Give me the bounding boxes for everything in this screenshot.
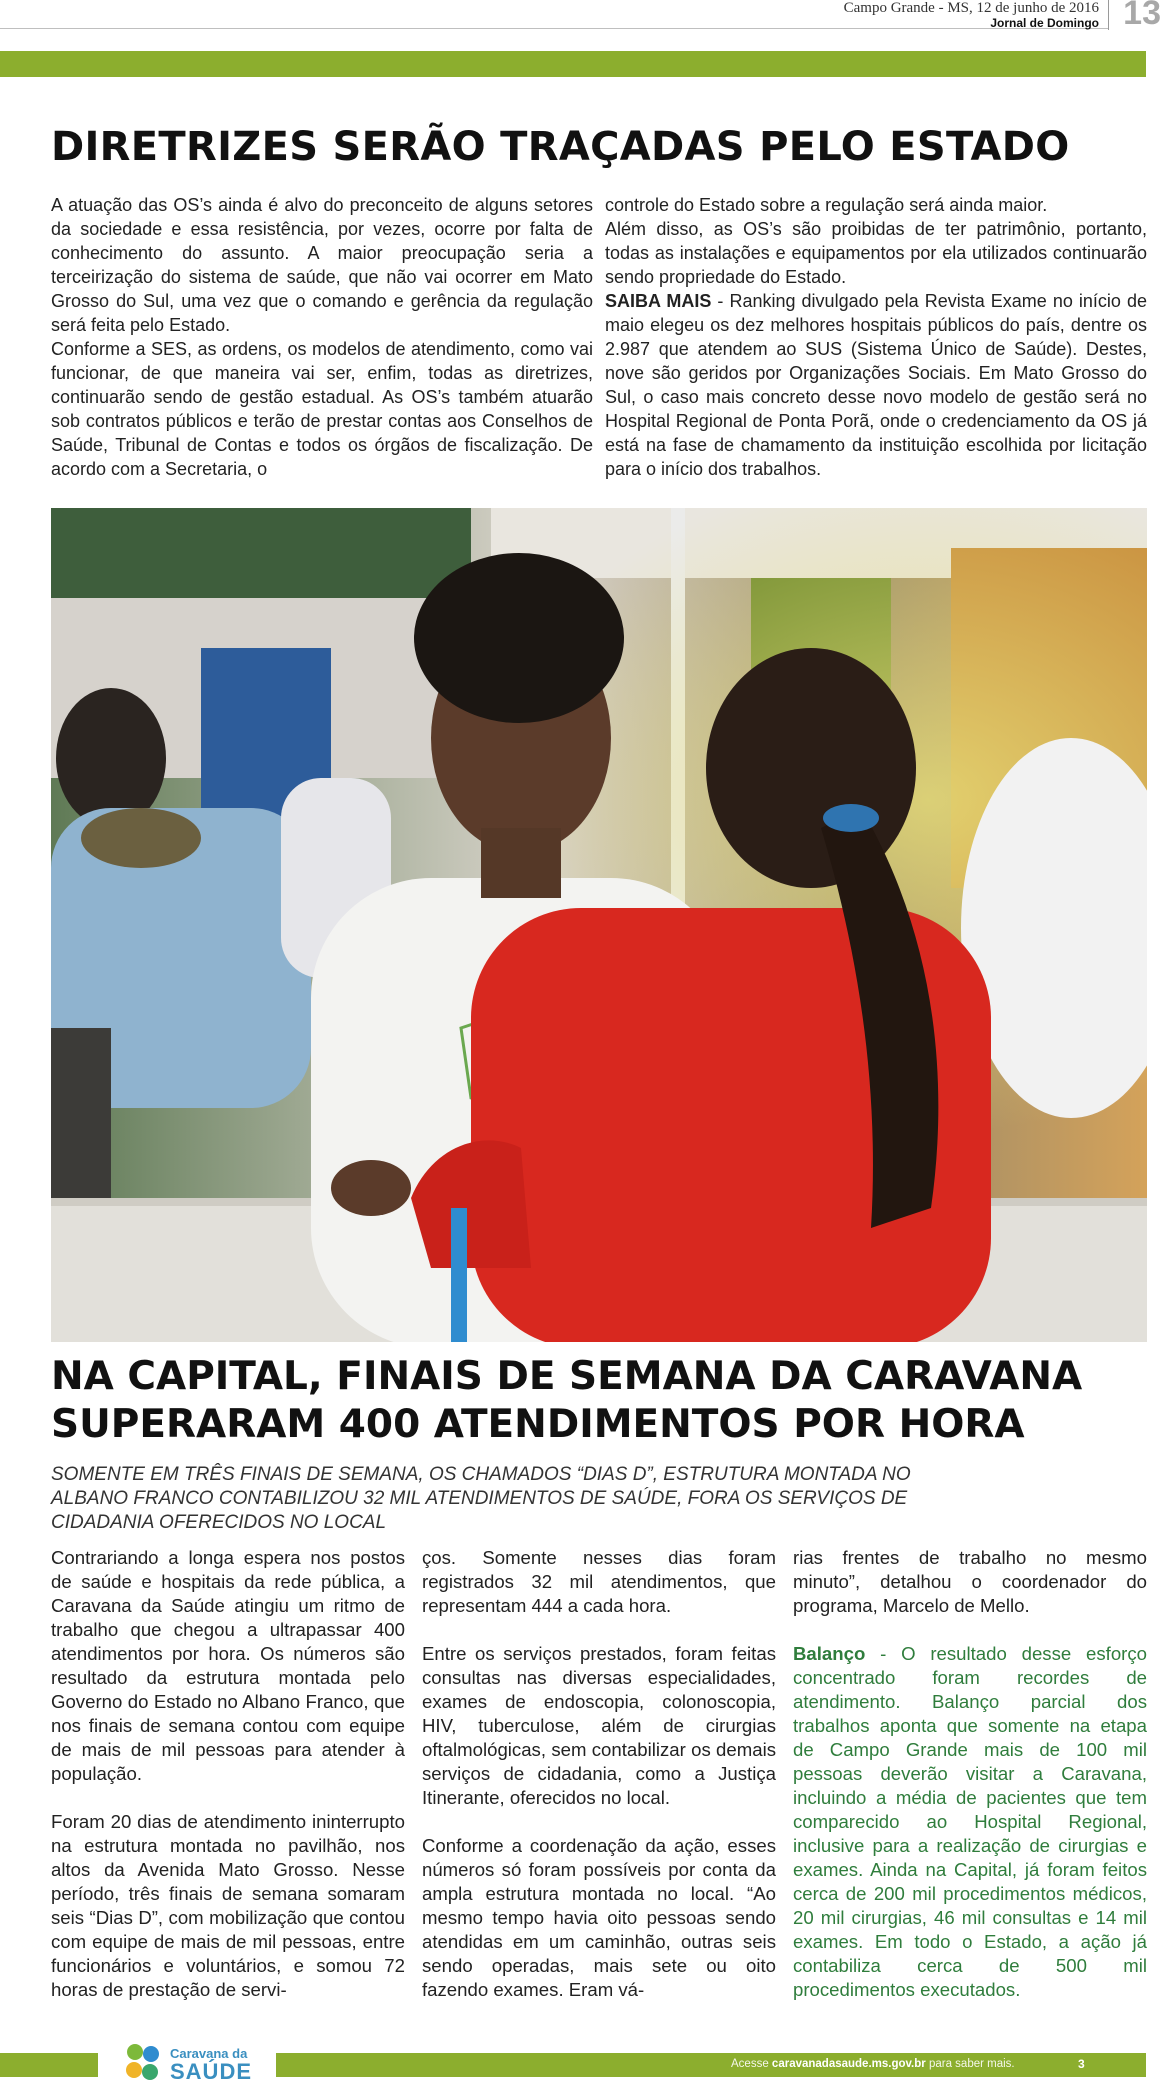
article1-paragraph: Além disso, as OS’s são proibidas de ter patrimônio, portanto, todas as instalações e equipamentos por ela utilizados continuarão sendo propriedade do Estado.	[605, 219, 1147, 287]
article2-headline-line1: NA CAPITAL, FINAIS DE SEMANA DA CARAVANA	[51, 1354, 1083, 1399]
masthead	[0, 0, 1169, 50]
article1-paragraph	[605, 289, 1147, 481]
caravana-logo-icon	[120, 2040, 166, 2084]
logo-line1: Caravana da	[170, 2046, 248, 2061]
article2-headline-line2: SUPERARAM 400 ATENDIMENTOS POR HORA	[51, 1402, 1025, 1447]
article2-paragraph: Conforme a coordenação da ação, esses números só foram possíveis por conta da ampla estrutura montada no local. “Ao mesmo tempo havia oito pessoas sendo atendidas em um caminhão, outras seis sendo operadas, mais sete ou oito fazendo exames. Eram vá-	[422, 1835, 776, 2000]
article-photo	[51, 508, 1147, 1342]
article1-paragraph: controle do Estado sobre a regulação será ainda maior.	[605, 195, 1048, 215]
article2-paragraph: Foram 20 dias de atendimento ininterrupto na estrutura montada no pavilhão, nos altos da Avenida Mato Grosso. Nesse período, três finais de semana somaram seis “Dias D”, com mobilização que contou com equipe de mais de mil pessoas, entre funcionários e voluntários, e somou 72 horas de prestação de servi-	[51, 1811, 405, 2000]
article1-paragraph: Conforme a SES, as ordens, os modelos de atendimento, como vai funcionar, de que maneira vai ser, enfim, todas as diretrizes, continuarão sendo de gestão estadual. As OS’s também atuarão sob contratos públicos e terão de prestar contas aos Conselhos de Saúde, Tribunal de Contas e todos os órgãos de fiscalização. De acordo com a Secretaria, o	[51, 339, 593, 479]
footer-note-post: para saber mais.	[925, 2058, 1015, 2070]
article2-paragraph: Contrariando a longa espera nos postos de saúde e hospitais da rede pública, a Caravana da Saúde atingiu um ritmo de trabalho que chegou a ultrapassar 400 atendimentos por hora. Os números são resultado da estrutura montada pelo Governo do Estado no Albano Franco, que nos finais de semana contou com equipe de mais de mil pessoas para atender à população.	[51, 1547, 405, 1784]
top-accent-bar	[0, 51, 1146, 77]
article2-column-2	[422, 1546, 776, 2026]
footer-bar-right	[276, 2053, 1146, 2077]
article2-body	[51, 1546, 1147, 2026]
article1-column-1	[51, 193, 593, 481]
header-separator	[1108, 0, 1109, 30]
balanco-lead: Balanço	[793, 1643, 866, 1664]
article2-paragraph: ços. Somente nesses dias foram registrados 32 mil atendimentos, que representam 444 a cada hora.	[422, 1547, 776, 1616]
article1-paragraph: A atuação das OS’s ainda é alvo do preconceito de alguns setores da sociedade e essa resistência, por vezes, ocorre por falta de conhecimento do assunto. A maior preocupação seria a terceirização do sistema de saúde, que não vai ocorrer em Mato Grosso do Sul, uma vez que o comando e gerência da regulação será feita pelo Estado.	[51, 195, 593, 335]
article2-deck: SOMENTE EM TRÊS FINAIS DE SEMANA, OS CHAMADOS “DIAS D”, ESTRUTURA MONTADA NO ALBANO FRANCO CONTABILIZOU 32 MIL ATENDIMENTOS DE SAÚDE, FORA OS SERVIÇOS DE CIDADANIA OFERECIDOS NO LOCAL	[51, 1464, 911, 1533]
article1-column-2	[605, 193, 1147, 481]
photo-illustration	[51, 508, 1147, 1342]
page-number: 13	[1123, 0, 1161, 32]
footer-note	[731, 2058, 1015, 2070]
footer-page-number: 3	[1078, 2057, 1085, 2071]
article2-column-1	[51, 1546, 405, 2026]
article1-headline: DIRETRIZES SERÃO TRAÇADAS PELO ESTADO	[51, 124, 1070, 170]
header-rule	[0, 28, 1109, 29]
article2-paragraph: Entre os serviços prestados, foram feitas consultas nas diversas especialidades, exames de endoscopia, colonoscopia, HIV, tuberculose, além de cirurgias oftalmológicas, sem contabilizar os demais serviços de cidadania, como a Justiça Itinerante, oferecidos no local.	[422, 1643, 776, 1808]
saiba-mais-text: - Ranking divulgado pela Revista Exame no início de maio elegeu os dez melhores hospitais públicos do país, dentre os 2.987 que atendem ao SUS (Sistema Único de Saúde). Destes, nove são geridos por Organizações Sociais. Em Mato Grosso do Sul, o caso mais concreto desse novo modelo de gestão será no Hospital Regional de Ponta Porã, onde o credenciamento da OS já está na fase de chamamento da instituição escolhida por licitação para o início dos trabalhos.	[605, 291, 1147, 479]
footer-link[interactable]: caravanadasaude.ms.gov.br	[771, 2058, 926, 2070]
article2-headline	[51, 1353, 1147, 1449]
logo-line2: SAÚDE	[170, 2059, 253, 2084]
newspaper-name: Jornal de Domingo	[990, 16, 1099, 30]
caravana-logo	[120, 2040, 270, 2087]
footer-bar-left	[0, 2053, 98, 2077]
article2-column-3	[793, 1546, 1147, 2026]
balanco-text: - O resultado desse esforço concentrado foram recordes de atendimento. Balanço parcial dos trabalhos aponta que somente na etapa de Campo Grande mais de 100 mil pessoas deverão visitar a Caravana, incluindo a média de pacientes que tem comparecido ao Hospital Regional, inclusive para a realização de cirurgias e exames. Ainda na Capital, já foram feitos cerca de 200 mil procedimentos médicos, 20 mil cirurgias, 46 mil consultas e 14 mil exames. Em todo o Estado, a ação já contabiliza cerca de 500 mil procedimentos executados.	[793, 1643, 1147, 2000]
balanco-paragraph	[793, 1642, 1147, 2002]
dateline: Campo Grande - MS, 12 de junho de 2016	[843, 0, 1099, 16]
footer-note-pre: Acesse	[731, 2058, 772, 2070]
article2-paragraph: rias frentes de trabalho no mesmo minuto”, detalhou o coordenador do programa, Marcelo de Mello.	[793, 1547, 1147, 1616]
saiba-mais-lead: SAIBA MAIS	[605, 291, 712, 311]
article1-body	[51, 193, 1147, 481]
